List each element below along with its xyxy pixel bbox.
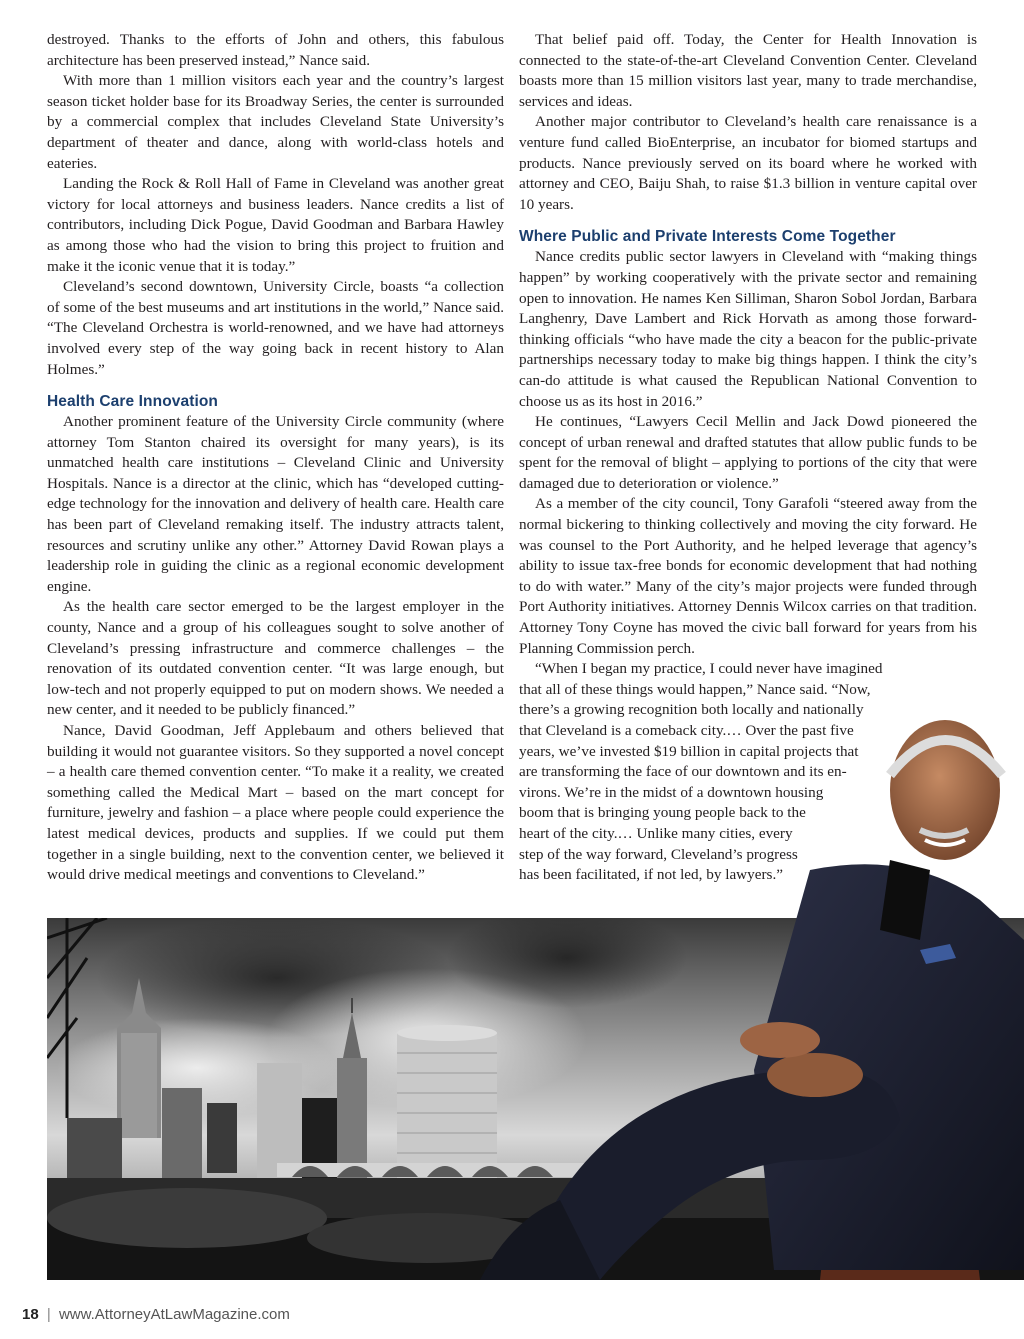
section-heading-public-private: Where Public and Private Interests Come Together <box>519 228 896 246</box>
text-line: there’s a growing recognition both locally and nationally <box>519 701 864 719</box>
text-line: virons. We’re in the midst of a downtown housing <box>519 783 824 801</box>
page-number: 18 <box>22 1306 39 1323</box>
text-line: boom that is bringing young people back to the <box>519 804 806 822</box>
paragraph: Another prominent feature of the University Circle community (where attorney Tom Stanton chaired its oversight for many years), is its unmatched health care institutions – Cleveland Clinic and University Hospitals. Nance is a director at the clinic, which has “developed cutting-edge technology for the innovation and delivery of health care. Health care has been part of Cleveland remaking itself. The industry attracts talent, resources and scrutiny unlike any other.” Attorney David Rowan plays a leadership role in guiding the clinic as a regional economic development engine. <box>47 413 504 595</box>
text-line: heart of the city.… Unlike many cities, every <box>519 824 793 842</box>
right-column <box>519 30 977 886</box>
text-line: are transforming the face of our downtown and its en- <box>519 763 847 781</box>
paragraph: That belief paid off. Today, the Center for Health Innovation is connected to the state-of-the-art Cleveland Convention Center. Cleveland boasts more than 15 million visitors last year, many to trade merchandise, services and ideas. <box>519 31 977 110</box>
paragraph: Nance credits public sector lawyers in Cleveland with “making things happen” by working cooperatively with the private sector and remaining open to innovation. He names Ken Silliman, Sharon Sobol Jordan, Barbara Langhenry, Dave Lambert and Rick Horvath as among those forward-thinking officials “who have made the city a beacon for the public-private partnerships necessary today to make big things happen. I think the city’s can-do attitude is what caused the Republican National Convention to choose us as its host in 2016.” <box>519 248 977 410</box>
closing-quote-paragraph <box>519 659 977 886</box>
paragraph: Another major contributor to Cleveland’s health care renaissance is a venture fund called BioEnterprise, an incubator for biomed startups and products. Nance previously served on its board where he worked with attorney and CEO, Baiju Shah, to raise $1.3 billion in venture capital over 10 years. <box>519 113 977 213</box>
paragraph: With more than 1 million visitors each year and the country’s largest season ticket holder base for its Broadway Series, the center is surrounded by a commercial complex that includes Cleveland State University’s department of theater and dance, along with world-class hotels and eateries. <box>47 72 504 172</box>
paragraph: Cleveland’s second downtown, University Circle, boasts “a collection of some of the best museums and art institutions in the world,” Nance said. “The Cleveland Orchestra is world-renowned, and we have had attorneys involved every step of the way going back in recent history to Alan Holmes.” <box>47 278 504 378</box>
footer-separator: | <box>46 1306 51 1323</box>
page-footer <box>22 1306 290 1323</box>
text-line: step of the way forward, Cleveland’s progress <box>519 845 798 863</box>
text-line: “When I began my practice, I could never have imagined <box>535 660 883 678</box>
paragraph: As the health care sector emerged to be the largest employer in the county, Nance and a group of his colleagues sought to solve another of Cleveland’s pressing infrastructure and commerce challenges – the renovation of its outdated convention center. “It was large enough, but low-tech and not properly equipped to put on modern shows. We needed a new center, and it needed to be publicly financed.” <box>47 598 504 719</box>
text-line: that all of these things would happen,” Nance said. “Now, <box>519 680 871 698</box>
paragraph: As a member of the city council, Tony Garafoli “steered away from the normal bickering to thinking collectively and moving the city forward. He was counsel to the Port Authority, and he helped leverage that agency’s ability to issue tax-free bonds for economic development that had nothing to do with water.” Many of the city’s major projects were funded through Port Authority initiatives. Attorney Dennis Wilcox carries on that tradition. Attorney Tony Coyne has moved the civic ball forward for years from his Planning Commission perch. <box>519 495 977 657</box>
paragraph: Nance, David Goodman, Jeff Applebaum and others believed that building it would not guarantee visitors. So they supported a novel concept – a health care themed convention center. “To make it a reality, we created something called the Medical Mart – based on the mart concept for furniture, jewelry and fashion – a place where people could experience the latest medical devices, products and supplies. If we could put them together in a single building, next to the convention center, we believed it would drive medical meetings and conventions to Cleveland.” <box>47 722 504 884</box>
paragraph: He continues, “Lawyers Cecil Mellin and Jack Dowd pioneered the concept of urban renewal and drafted statutes that allow public funds to be spent for the removal of blight – applying to portions of the city that were damaged due to deterioration or violence.” <box>519 413 977 492</box>
section-heading-health-care: Health Care Innovation <box>47 393 219 411</box>
paragraph: Landing the Rock & Roll Hall of Fame in Cleveland was another great victory for local attorneys and business leaders. Nance credits a list of contributors, including Dick Pogue, David Goodman and Barbara Hawley as among those who had the vision to bring this project to fruition and make it the iconic venue that it is today.” <box>47 175 504 275</box>
website-link[interactable]: www.AttorneyAtLawMagazine.com <box>58 1306 290 1323</box>
left-column <box>47 30 504 886</box>
paragraph: destroyed. Thanks to the efforts of John and others, this fabulous architecture has been preserved instead,” Nance said. <box>47 31 504 69</box>
text-line: that Cleveland is a comeback city.… Over the past five <box>519 722 854 739</box>
text-line: has been facilitated, if not led, by lawyers.” <box>519 866 783 884</box>
text-line: years, we’ve invested $19 billion in capital projects that <box>519 742 859 760</box>
